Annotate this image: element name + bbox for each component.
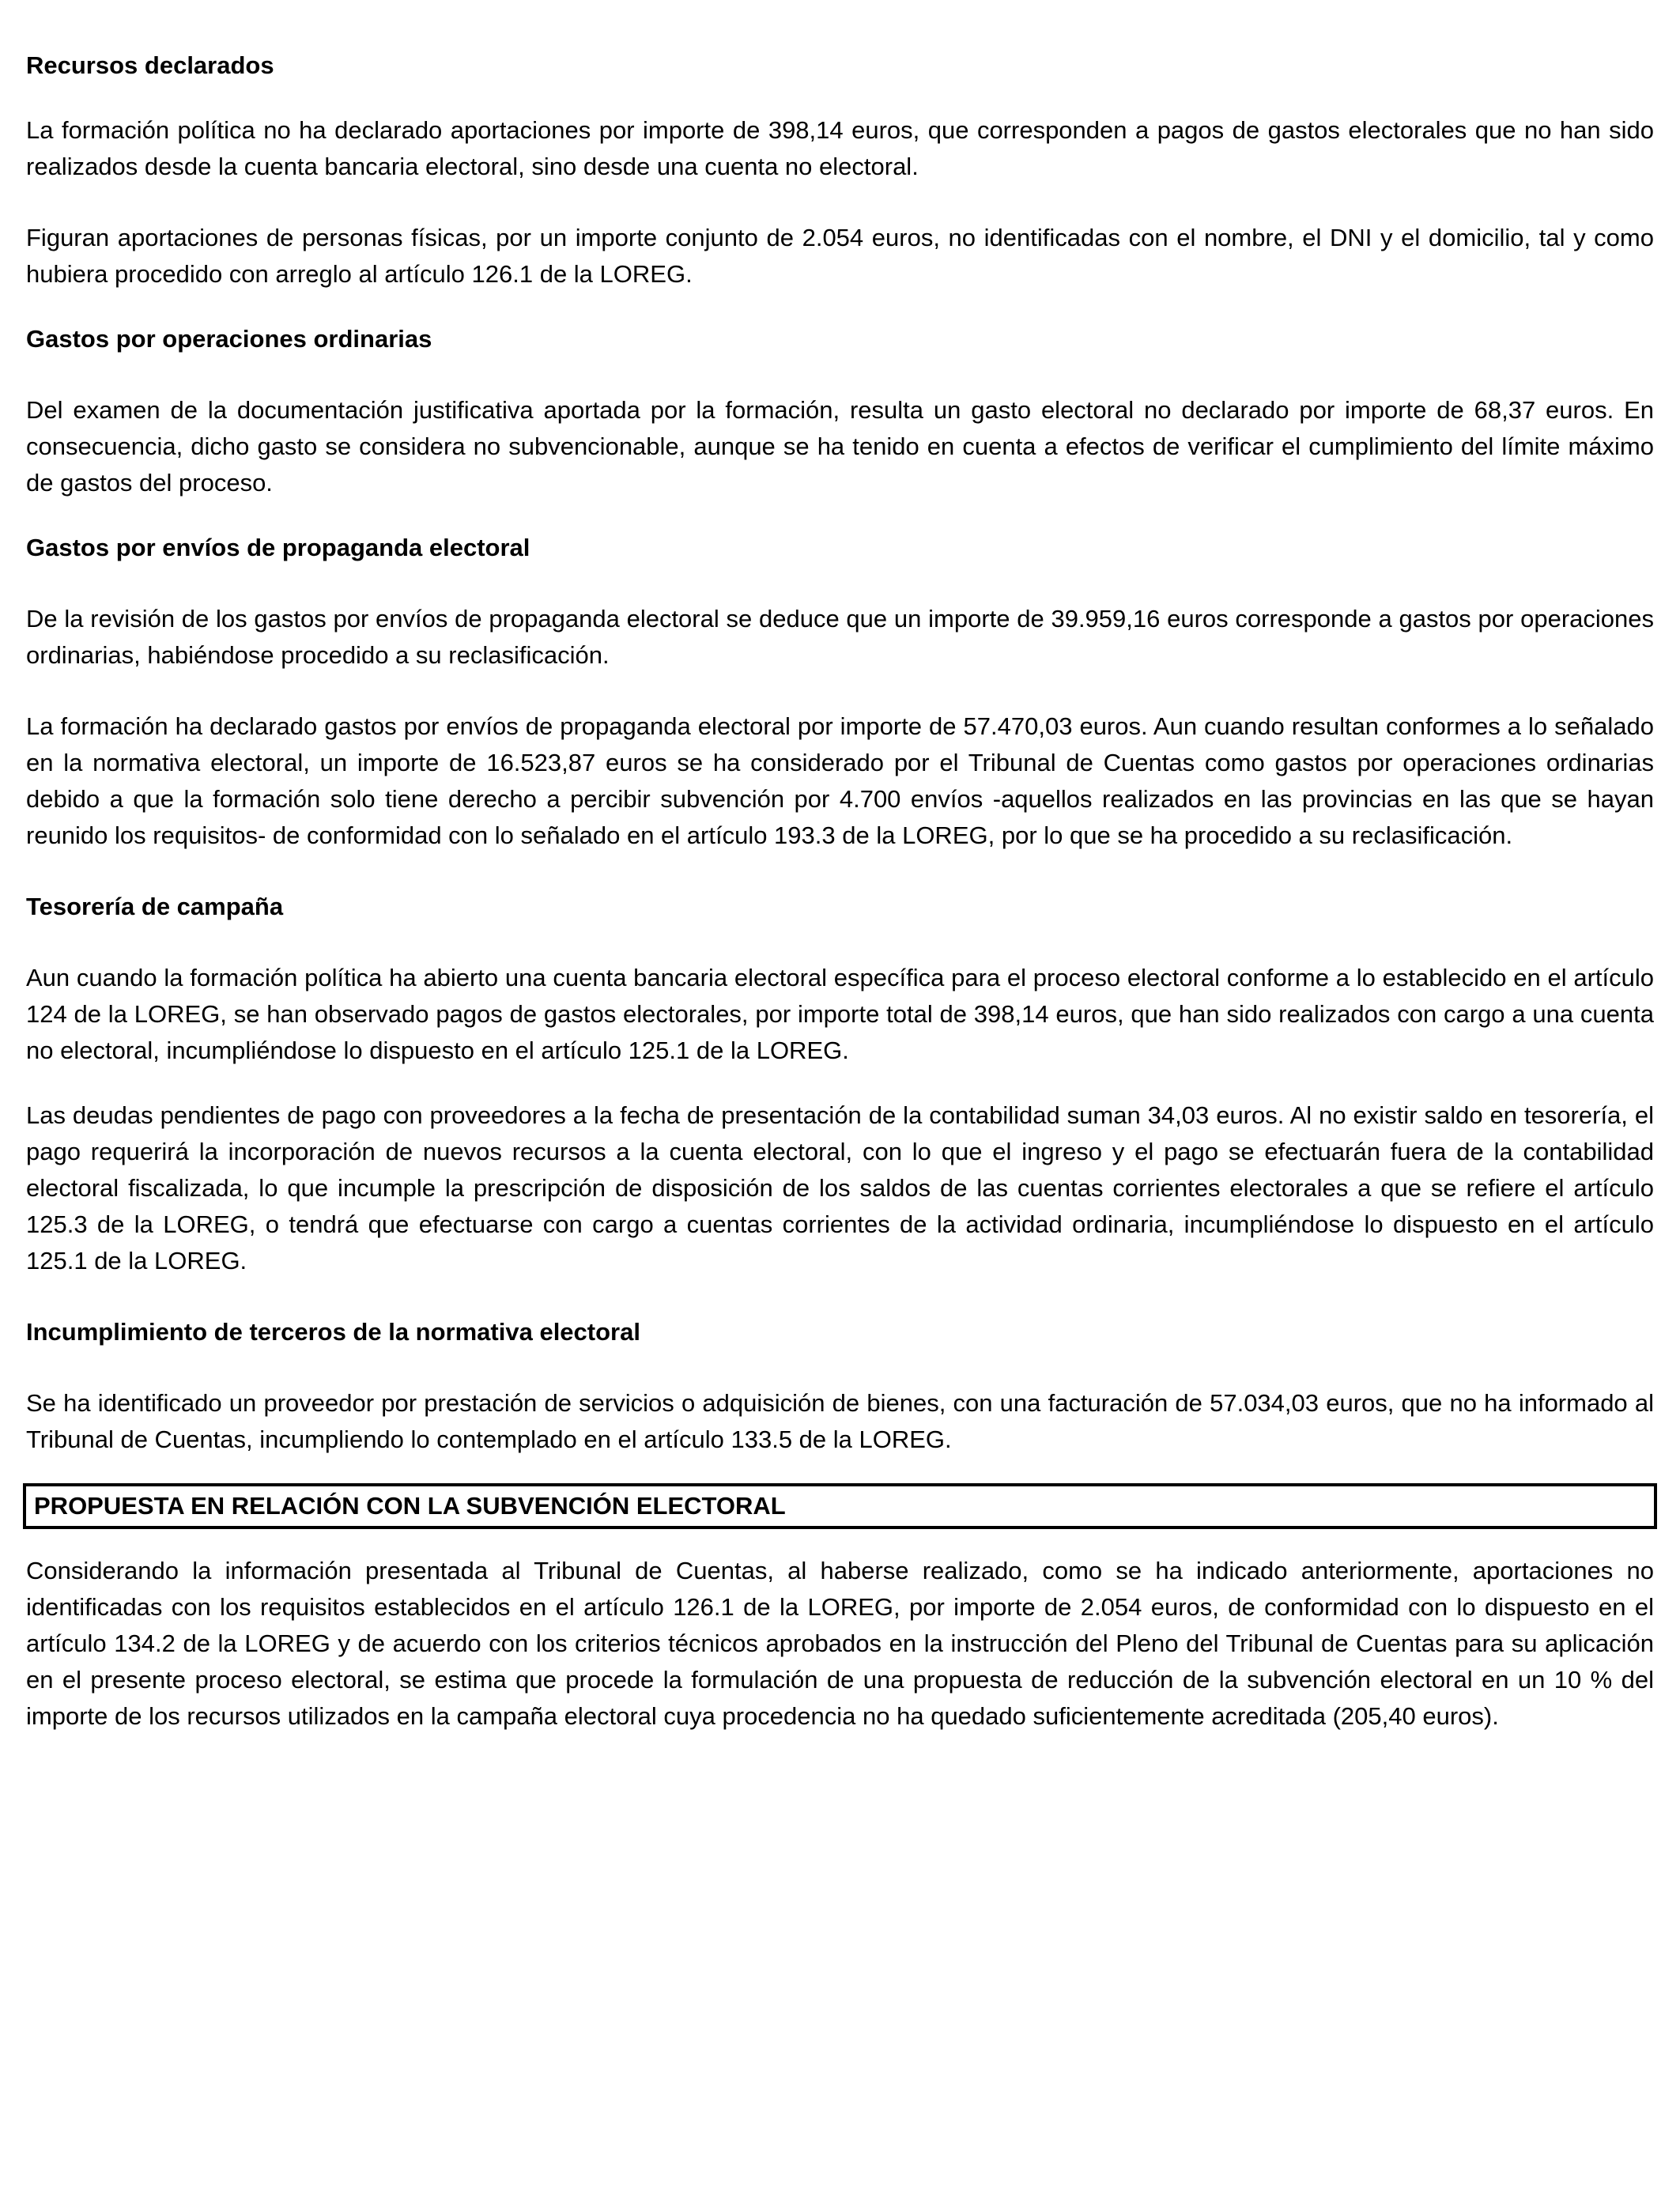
paragraph-recursos-1: La formación política no ha declarado aportaciones por importe de 398,14 euros, que corresponden a pagos de gastos electorales que no han sido realizados desde la cuenta bancaria electoral, sino desde una cuenta no electoral. (26, 116, 1654, 180)
heading-gastos-ordinarias: Gastos por operaciones ordinarias (26, 325, 432, 353)
document-page (26, 47, 1654, 1735)
heading-propuesta: PROPUESTA EN RELACIÓN CON LA SUBVENCIÓN ELECTORAL (34, 1492, 786, 1520)
paragraph-gastos-envios-2: La formación ha declarado gastos por envíos de propaganda electoral por importe de 57.470,03 euros. Aun cuando resultan conformes a lo señalado en la normativa electoral, un importe de 16.523,87 euros se ha considerado por el Tribunal de Cuentas como gastos por operaciones ordinarias debido a que la formación solo tiene derecho a percibir subvención por 4.700 envíos -aquellos realizados en las provincias en las que se hayan reunido los requisitos- de conformidad con lo señalado en el artículo 193.3 de la LOREG, por lo que se ha procedido a su reclasificación. (26, 712, 1654, 849)
paragraph-gastos-envios-1: De la revisión de los gastos por envíos de propaganda electoral se deduce que un importe de 39.959,16 euros corresponde a gastos por operaciones ordinarias, habiéndose procedido a su reclasificación. (26, 605, 1654, 669)
propuesta-heading-box (23, 1483, 1657, 1529)
heading-tesoreria: Tesorería de campaña (26, 893, 284, 920)
paragraph-tesoreria-1: Aun cuando la formación política ha abierto una cuenta bancaria electoral específica para el proceso electoral conforme a lo establecido en el artículo 124 de la LOREG, se han observado pagos de gastos electorales, por importe total de 398,14 euros, que han sido realizados con cargo a una cuenta no electoral, incumpliéndose lo dispuesto en el artículo 125.1 de la LOREG. (26, 964, 1654, 1064)
paragraph-recursos-2: Figuran aportaciones de personas físicas, por un importe conjunto de 2.054 euros, no identificadas con el nombre, el DNI y el domicilio, tal y como hubiera procedido con arreglo al artículo 126.1 de la LOREG. (26, 224, 1654, 288)
paragraph-incumplimiento-1: Se ha identificado un proveedor por prestación de servicios o adquisición de bienes, con una facturación de 57.034,03 euros, que no ha informado al Tribunal de Cuentas, incumpliendo lo contemplado en el artículo 133.5 de la LOREG. (26, 1389, 1654, 1453)
paragraph-gastos-ordinarias-1: Del examen de la documentación justificativa aportada por la formación, resulta un gasto electoral no declarado por importe de 68,37 euros. En consecuencia, dicho gasto se considera no subvencionable, aunque se ha tenido en cuenta a efectos de verificar el cumplimiento del límite máximo de gastos del proceso. (26, 396, 1654, 497)
paragraph-propuesta-1: Considerando la información presentada al Tribunal de Cuentas, al haberse realizado, como se ha indicado anteriormente, aportaciones no identificadas con los requisitos establecidos en el artículo 126.1 de la LOREG, por importe de 2.054 euros, de conformidad con lo dispuesto en el artículo 134.2 de la LOREG y de acuerdo con los criterios técnicos aprobados en la instrucción del Pleno del Tribunal de Cuentas para su aplicación en el presente proceso electoral, se estima que procede la formulación de una propuesta de reducción de la subvención electoral en un 10 % del importe de los recursos utilizados en la campaña electoral cuya procedencia no ha quedado suficientemente acreditada (205,40 euros). (26, 1557, 1654, 1730)
heading-recursos-declarados: Recursos declarados (26, 51, 274, 79)
heading-gastos-envios: Gastos por envíos de propaganda electoral (26, 534, 530, 561)
heading-incumplimiento: Incumplimiento de terceros de la normativa electoral (26, 1318, 640, 1346)
paragraph-tesoreria-2: Las deudas pendientes de pago con proveedores a la fecha de presentación de la contabilidad suman 34,03 euros. Al no existir saldo en tesorería, el pago requerirá la incorporación de nuevos recursos a la cuenta electoral, con lo que el ingreso y el pago se efectuarán fuera de la contabilidad electoral fiscalizada, lo que incumple la prescripción de disposición de los saldos de las cuentas corrientes electorales a que se refiere el artículo 125.3 de la LOREG, o tendrá que efectuarse con cargo a cuentas corrientes de la actividad ordinaria, incumpliéndose lo dispuesto en el artículo 125.1 de la LOREG. (26, 1101, 1654, 1274)
